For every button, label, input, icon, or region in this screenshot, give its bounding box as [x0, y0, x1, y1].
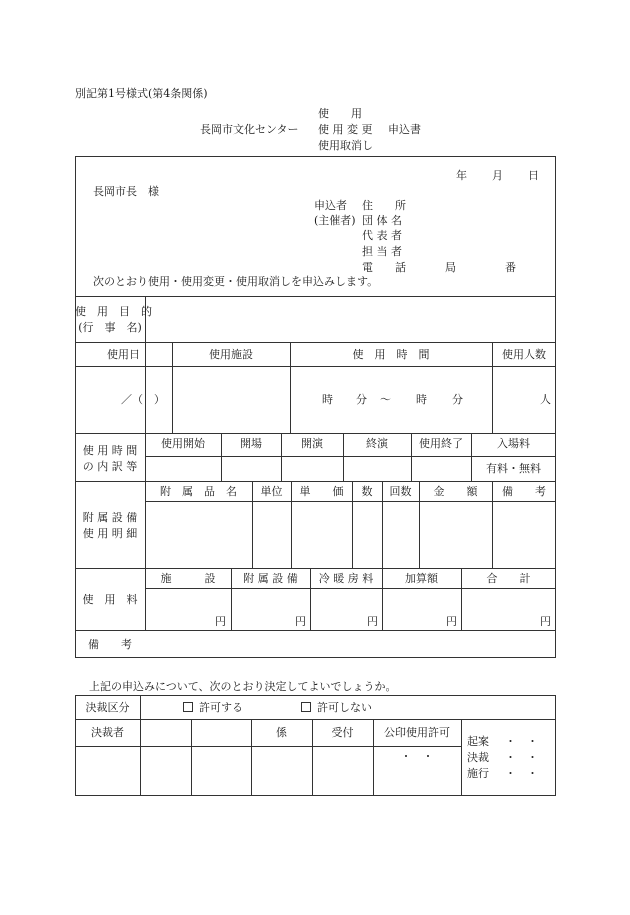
breakdown-label-1: 使 用 時 間 [82, 444, 138, 457]
breakdown-col-curtain: 開演 [301, 437, 323, 450]
addressee: 長岡市長 様 [93, 185, 159, 198]
kessai-date-dots: ・ ・ [505, 751, 538, 764]
deny-option-label: 許可しない [317, 701, 372, 714]
equipment-label-2: 使 用 明 細 [82, 527, 138, 540]
start-hour-label: 時 [322, 393, 333, 406]
equipment-col-price: 単 価 [299, 485, 344, 498]
contact-person-label: 担 当 者 [362, 245, 402, 258]
kian-date-dots: ・ ・ [505, 735, 538, 748]
equipment-col-item: 附 属 品 名 [160, 485, 237, 498]
permit-option-label: 許可する [199, 701, 243, 714]
usage-facility-field[interactable] [177, 370, 285, 428]
form-number: 別記第1号様式(第4条関係) [75, 87, 208, 100]
end-hour-label: 時 [416, 393, 427, 406]
equipment-col-amount: 金 額 [433, 485, 478, 498]
remarks-field[interactable] [150, 634, 550, 654]
admission-fee-options[interactable]: 有料・無料 [486, 462, 541, 475]
breakdown-col-end-use: 使用終了 [419, 437, 463, 450]
fee-yen-equipment: 円 [295, 615, 306, 628]
equipment-col-qty: 数 [361, 485, 373, 498]
breakdown-col-admission: 入場料 [497, 437, 530, 450]
organizer-label: (主催者) [314, 214, 356, 227]
usage-people-header: 使用人数 [502, 348, 546, 361]
breakdown-col-end-show: 終演 [366, 437, 388, 450]
kessai-label: 決裁 [467, 751, 489, 764]
equipment-label-1: 附 属 設 備 [82, 511, 138, 524]
start-minute-label: 分 [356, 393, 367, 406]
date-day-label: 日 [528, 169, 539, 182]
fees-label: 使 用 料 [82, 593, 138, 606]
fees-col-aircon: 冷 暖 房 料 [318, 572, 374, 585]
decision-intro: 上記の申込みについて、次のとおり決定してよいでしょうか。 [89, 680, 397, 693]
fee-yen-facility: 円 [215, 615, 226, 628]
usage-date-field[interactable]: ／（ ） [121, 393, 165, 406]
phone-label: 電 話 [362, 261, 406, 274]
equipment-col-remarks: 備 考 [502, 485, 546, 498]
kian-label: 起案 [467, 735, 489, 748]
group-name-label: 団 体 名 [362, 214, 402, 227]
end-minute-label: 分 [452, 393, 463, 406]
equipment-col-unit: 単位 [260, 485, 283, 498]
seal-date-dots: ・ ・ [400, 750, 434, 763]
approver-label: 決裁者 [91, 726, 124, 739]
remarks-label: 備 考 [88, 638, 132, 651]
kakari-label: 係 [276, 726, 287, 739]
uketsuke-label: 受付 [331, 726, 354, 739]
breakdown-col-doors: 開場 [240, 437, 262, 450]
permit-checkbox[interactable] [183, 702, 193, 712]
fees-col-equipment: 附 属 設 備 [243, 572, 298, 585]
fees-col-facility: 施 設 [160, 572, 216, 585]
purpose-field[interactable] [150, 300, 550, 338]
date-year-label: 年 [456, 169, 467, 182]
title-option-use: 使 用 [318, 107, 362, 120]
fees-col-surcharge: 加算額 [405, 572, 438, 585]
address-label: 住 所 [362, 199, 406, 212]
usage-date-header: 使用日 [107, 348, 140, 361]
title-option-change: 使 用 変 更 [318, 123, 373, 136]
usage-time-header: 使 用 時 間 [352, 348, 430, 361]
deny-checkbox[interactable] [301, 702, 311, 712]
breakdown-col-start: 使用開始 [161, 437, 205, 450]
fee-yen-total: 円 [540, 615, 551, 628]
title-suffix: 申込書 [388, 123, 421, 136]
fee-yen-surcharge: 円 [446, 615, 457, 628]
usage-facility-header: 使用施設 [209, 348, 253, 361]
permit-option[interactable] [183, 702, 243, 713]
shiko-label: 施行 [467, 767, 489, 780]
date-month-label: 月 [492, 169, 503, 182]
decision-category-label: 決裁区分 [85, 701, 130, 714]
applicant-label: 申込者 [314, 199, 347, 212]
title-prefix: 長岡市文化センター [200, 123, 299, 136]
representative-label: 代 表 者 [362, 229, 402, 242]
shiko-date-dots: ・ ・ [505, 767, 538, 780]
phone-exchange-label: 局 [445, 261, 456, 274]
breakdown-label-2: の 内 訳 等 [82, 460, 138, 473]
seal-use-label: 公印使用許可 [384, 726, 450, 739]
purpose-label: 使 用 目 的 [75, 305, 152, 318]
phone-number-label: 番 [505, 261, 516, 274]
people-unit-label: 人 [540, 393, 551, 406]
title-option-cancel: 使用取消し [318, 139, 373, 152]
time-range-tilde: ～ [380, 393, 391, 406]
equipment-col-times: 回数 [389, 485, 412, 498]
event-name-label: (行 事 名) [78, 321, 142, 334]
fee-yen-aircon: 円 [367, 615, 378, 628]
fees-col-total: 合 計 [486, 572, 531, 585]
deny-option[interactable] [301, 702, 372, 713]
application-statement: 次のとおり使用・使用変更・使用取消しを申込みします。 [93, 275, 379, 288]
